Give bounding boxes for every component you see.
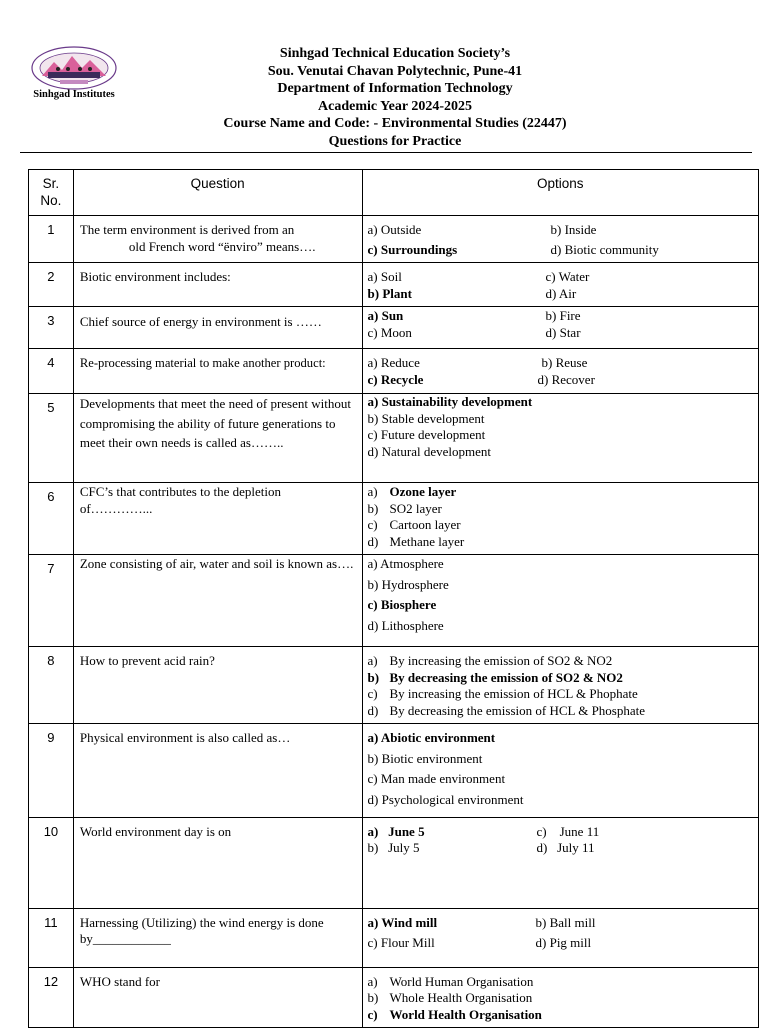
option-key: d) [367, 533, 379, 549]
question-text: World environment day is on [73, 817, 362, 908]
department-name: Department of Information Technology [277, 81, 513, 97]
questions-table [28, 169, 759, 1028]
sr-number: 9 [29, 724, 74, 818]
option: b) Hydrosphere [367, 576, 449, 592]
options-header: Options [362, 170, 758, 216]
options-cell [362, 647, 758, 724]
table-row [29, 263, 759, 307]
table-row [29, 394, 759, 483]
option: b) July 5 [367, 840, 420, 856]
correct-option: By decreasing the emission of SO2 & NO2 [389, 669, 623, 685]
options-cell [362, 724, 758, 818]
correct-option: a) Abiotic environment [367, 730, 496, 745]
table-row [29, 647, 759, 724]
table-row [29, 908, 759, 967]
question-text: Harnessing (Utilizing) the wind energy is done by____________ [73, 908, 362, 967]
document-title: Questions for Practice [328, 133, 462, 149]
sr-number: 12 [29, 967, 74, 1028]
table-row [29, 349, 759, 394]
table-row [29, 555, 759, 647]
option-key: b) [367, 500, 379, 516]
sr-number: 8 [29, 647, 74, 724]
table-row [29, 724, 759, 818]
option: World Human Organisation [389, 973, 534, 989]
correct-option: c) Biosphere [367, 597, 437, 613]
options-cell [362, 817, 758, 908]
correct-option: a) June 5 [367, 823, 425, 839]
table-header-row [29, 170, 759, 216]
sr-number: 4 [29, 349, 74, 394]
option: d) Star [545, 324, 581, 340]
option: Whole Health Organisation [389, 990, 533, 1006]
question-text: Biotic environment includes: [73, 263, 362, 307]
option: d) Air [545, 285, 577, 301]
question-text: Re-processing material to make another product: [73, 349, 362, 394]
option: a) Reduce [367, 355, 420, 370]
option: a) Atmosphere [367, 556, 444, 571]
option: By increasing the emission of HCL & Phophate [389, 686, 638, 701]
option-key: a) [367, 653, 378, 668]
correct-option: c) Recycle [367, 371, 424, 387]
option: SO2 layer [389, 500, 442, 516]
option-key: c) [367, 517, 378, 532]
academic-year: Academic Year 2024-2025 [318, 98, 472, 114]
option: c) Flour Mill [367, 935, 435, 951]
correct-option: b) Plant [367, 285, 412, 301]
table-row [29, 817, 759, 908]
option: c) Moon [367, 324, 412, 340]
option: d) Lithosphere [367, 618, 444, 634]
document-header [130, 45, 660, 151]
question-text: WHO stand for [73, 967, 362, 1028]
question-text: Zone consisting of air, water and soil is known as…. [73, 555, 362, 647]
option: Methane layer [389, 533, 465, 549]
society-name: Sinhgad Technical Education Society’s [279, 46, 511, 61]
correct-option: a) Wind mill [367, 914, 438, 930]
options-cell [362, 307, 758, 349]
option: c) June 11 [536, 823, 600, 839]
course-name: Course Name and Code: - Environmental Studies (22447) [223, 116, 567, 132]
option: By increasing the emission of SO2 & NO2 [389, 653, 613, 668]
correct-option: Ozone layer [389, 484, 457, 499]
options-cell [362, 263, 758, 307]
option-key: d) [367, 702, 379, 718]
option: d) Natural development [367, 443, 491, 459]
sr-header: Sr. No. [29, 170, 74, 216]
table-row [29, 967, 759, 1028]
option-key: c) [367, 1006, 378, 1022]
option-key: b) [367, 669, 380, 685]
table-row [29, 216, 759, 263]
options-cell [362, 967, 758, 1028]
question-text: Developments that meet the need of present without compromising the ability of future generations to meet their own needs is called as…….. [73, 394, 362, 483]
options-cell [362, 908, 758, 967]
question-text: How to prevent acid rain? [73, 647, 362, 724]
option: d) Biotic community [550, 241, 659, 257]
options-cell [362, 555, 758, 647]
options-cell [362, 483, 758, 555]
option: b) Stable development [367, 410, 485, 426]
header-divider [20, 152, 752, 153]
option: c) Water [545, 269, 590, 284]
option: d) Psychological environment [367, 792, 524, 808]
option: c) Man made environment [367, 771, 506, 787]
option: b) Ball mill [535, 914, 596, 930]
question-header: Question [73, 170, 362, 216]
option-key: b) [367, 990, 379, 1006]
option: a) Soil [367, 269, 402, 284]
option: a) Outside [367, 222, 422, 237]
correct-option: a) Sustainability development [367, 394, 533, 409]
sr-number: 2 [29, 263, 74, 307]
sr-number: 6 [29, 483, 74, 555]
option: b) Biotic environment [367, 750, 483, 766]
sr-number: 5 [29, 394, 74, 483]
question-text: CFC’s that contributes to the depletion of…………... [73, 483, 362, 555]
question-text: Chief source of energy in environment is …… [73, 307, 362, 349]
question-text: Physical environment is also called as… [73, 724, 362, 818]
sr-number: 10 [29, 817, 74, 908]
option: b) Inside [550, 222, 597, 237]
option-key: c) [367, 686, 378, 701]
sr-number: 3 [29, 307, 74, 349]
option: d) July 11 [536, 840, 595, 856]
option-key: a) [367, 973, 378, 989]
options-cell [362, 216, 758, 263]
sr-number: 7 [29, 555, 74, 647]
question-text: The term environment is derived from an old French word “ënviro” means…. [73, 216, 362, 263]
college-name: Sou. Venutai Chavan Polytechnic, Pune-41 [267, 63, 523, 79]
option: Cartoon layer [389, 517, 461, 532]
table-row [29, 483, 759, 555]
logo-caption: Sinhgad Institutes [33, 89, 115, 100]
options-cell [362, 394, 758, 483]
table-row [29, 307, 759, 349]
option-key: a) [367, 484, 378, 499]
sr-number: 11 [29, 908, 74, 967]
option: d) Pig mill [535, 935, 592, 951]
correct-option: c) Surroundings [367, 241, 458, 257]
correct-option: World Health Organisation [389, 1006, 542, 1022]
correct-option: a) Sun [367, 308, 404, 323]
option: c) Future development [367, 427, 486, 442]
option: b) Reuse [541, 355, 588, 370]
sr-number: 1 [29, 216, 74, 263]
options-cell [362, 349, 758, 394]
option: d) Recover [537, 371, 595, 387]
option: b) Fire [545, 308, 581, 323]
option: By decreasing the emission of HCL & Phosphate [389, 702, 646, 718]
